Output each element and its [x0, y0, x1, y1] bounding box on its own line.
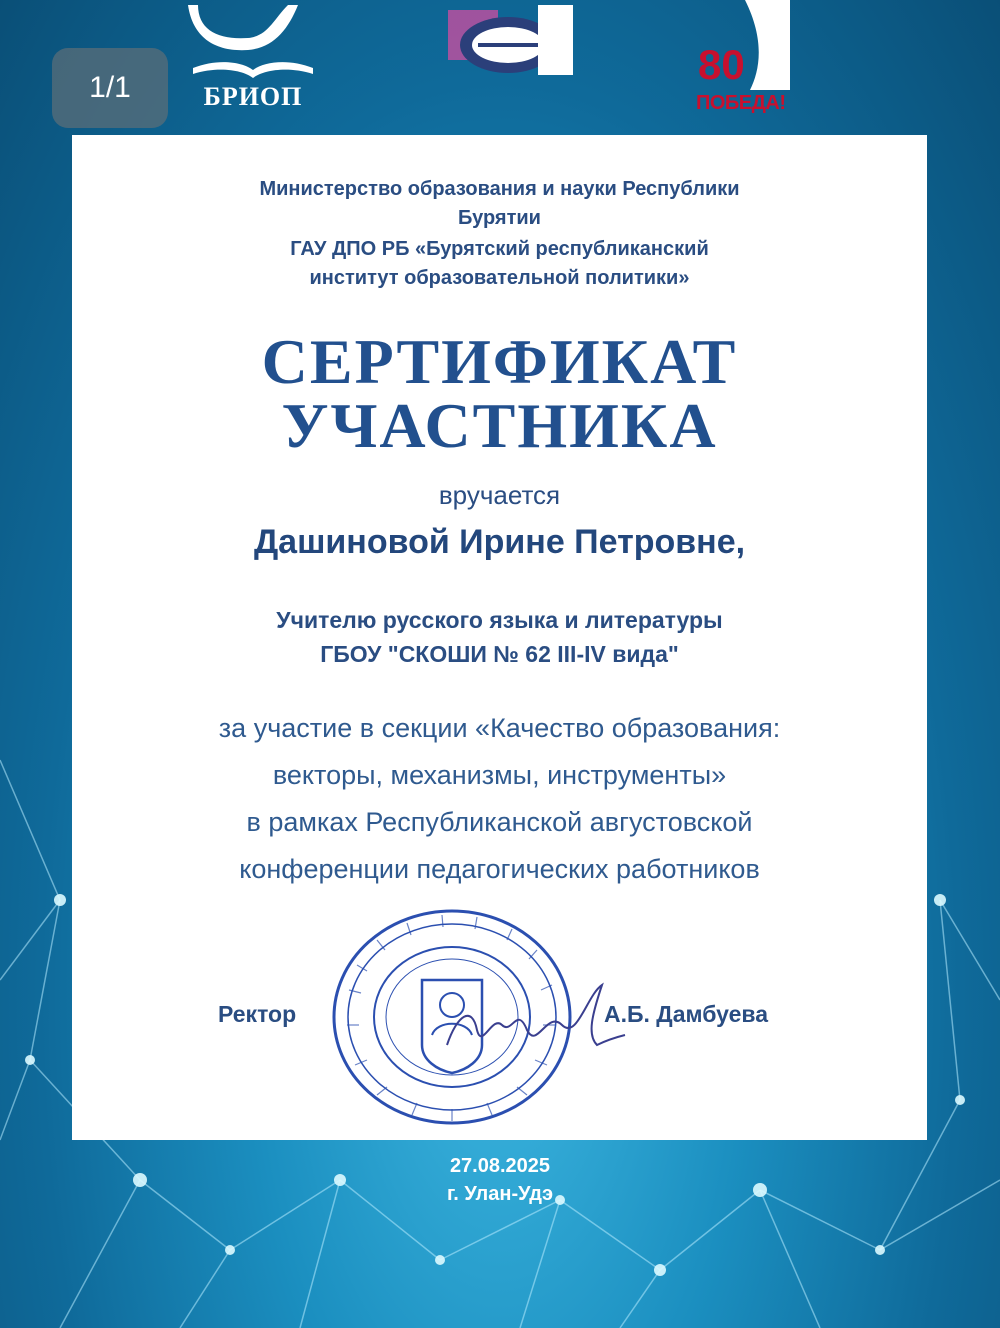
certificate-title — [72, 326, 927, 461]
recipient-position — [72, 603, 927, 671]
awarded-text: вручается — [438, 480, 561, 510]
emblem-logo — [438, 0, 578, 100]
date-place — [0, 1152, 1000, 1208]
ministry-line-1: Министерство образования и науки Республики — [259, 178, 740, 200]
emblem-logo-icon — [438, 0, 578, 100]
victory-80-logo — [690, 0, 800, 118]
position-line-2: ГБОУ "СКОШИ № 62 III-IV вида" — [320, 641, 679, 667]
issuer-block — [72, 175, 927, 293]
victory-number: 80 — [698, 41, 745, 88]
issue-city: г. Улан-Удэ — [446, 1183, 554, 1205]
rector-name: А.Б. Дамбуева — [604, 1001, 769, 1027]
institute-line-1: ГАУ ДПО РБ «Бурятский республиканский — [290, 238, 709, 260]
section-line-4: конференции педагогических работников — [239, 854, 760, 884]
institute-line-2: институт образовательной политики» — [309, 267, 690, 289]
brion-logo-icon — [178, 0, 328, 85]
section-line-3: в рамках Республиканской августовской — [246, 807, 753, 837]
ministry-line-2: Бурятии — [458, 207, 541, 229]
recipient-name: Дашиновой Ирине Петровне, — [253, 523, 746, 561]
page-counter: 1/1 — [52, 48, 168, 128]
participation-text — [72, 705, 927, 893]
signature-icon — [427, 975, 627, 1065]
title-line-2: УЧАСТНИКА — [281, 390, 718, 461]
brion-logo — [178, 0, 328, 118]
certificate — [72, 135, 927, 1140]
victory-word: ПОБЕДА! — [696, 92, 786, 114]
rector-label: Ректор — [218, 1001, 297, 1027]
position-line-1: Учителю русского языка и литературы — [276, 607, 723, 633]
section-line-1: за участие в секции «Качество образования: — [218, 713, 781, 743]
issue-date: 27.08.2025 — [449, 1155, 551, 1177]
section-line-2: векторы, механизмы, инструменты» — [272, 760, 727, 790]
title-line-1: СЕРТИФИКАТ — [261, 326, 738, 397]
brion-logo-label: БРИОП — [203, 82, 303, 111]
